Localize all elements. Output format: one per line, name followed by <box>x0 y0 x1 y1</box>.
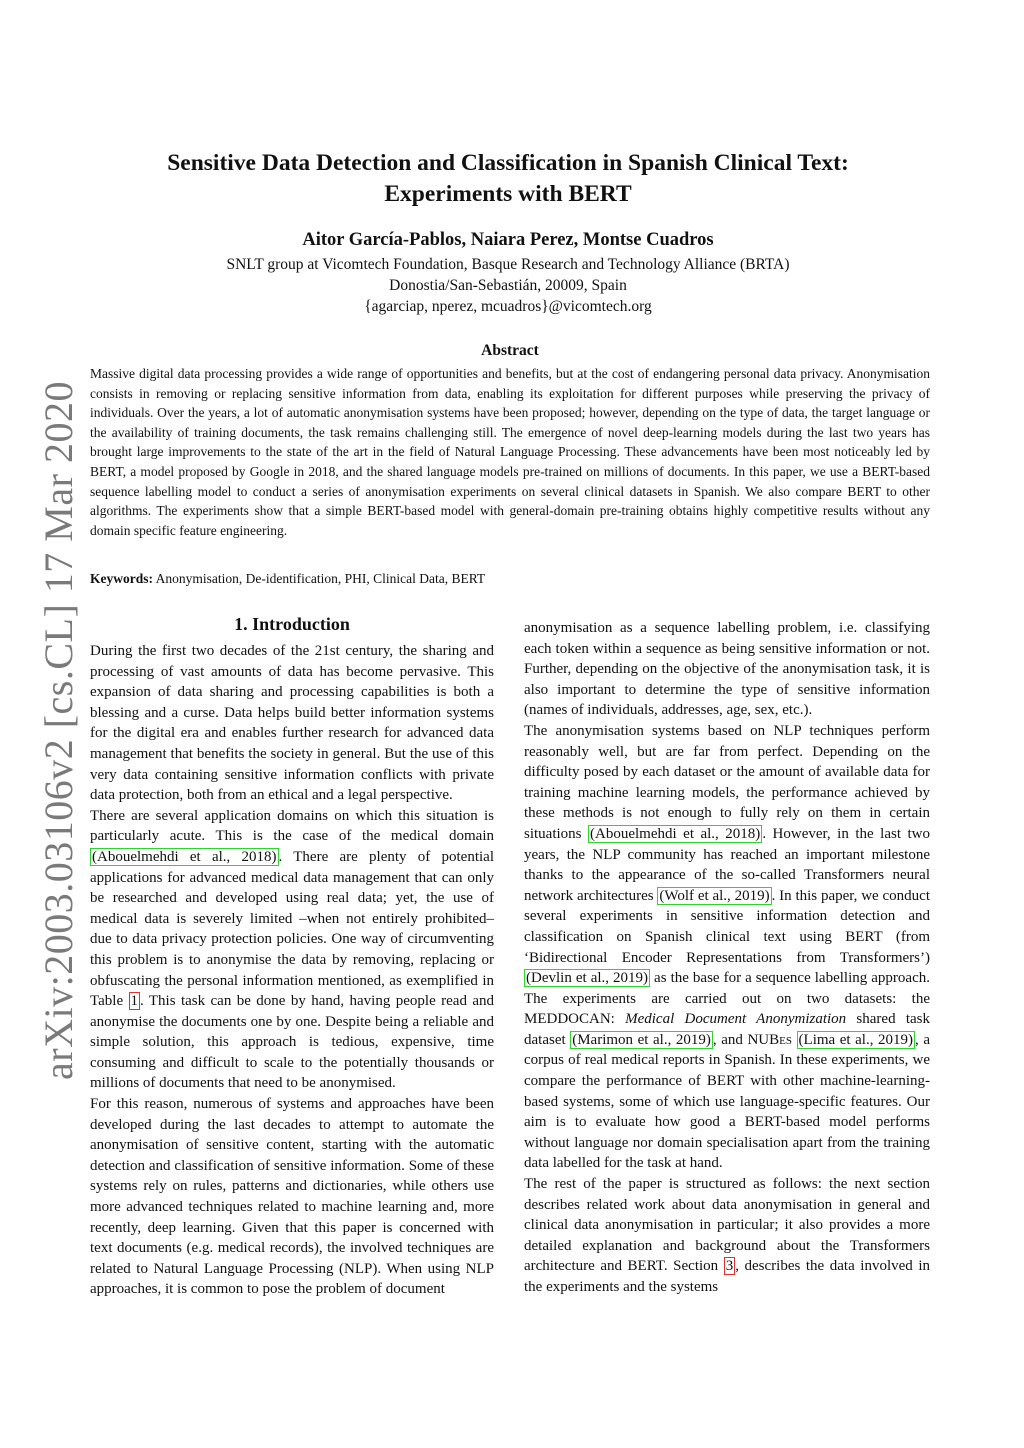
affiliation: SNLT group at Vicomtech Foundation, Basque Research and Technology Alliance (BRTA) <box>226 256 790 273</box>
abstract-heading: Abstract <box>481 342 539 359</box>
keywords-list: Anonymisation, De-identification, PHI, Clinical Data, BERT <box>155 571 486 586</box>
citation-link[interactable]: (Abouelmehdi et al., 2018) <box>92 848 277 865</box>
right-column <box>524 618 930 1298</box>
abstract-text: Massive digital data processing provides a wide range of opportunities and benefits, but at the cost of endangering personal data privacy. Anonymisation consists in removing or replacing sensitive information from data, enabling its exploitation for different purposes while preserving the privacy of individuals. Over the years, a lot of automatic anonymisation systems have been proposed; however, depending on the type of data, the target language or the availability of training documents, the task remains challenging still. The emergence of novel deep-learning models during the last two years has brought large improvements to the state of the art in the field of Natural Language Processing. These advancements have been most noticeably led by BERT, a model proposed by Google in 2018, and the shared language models pre-trained on millions of documents. In this paper, we use a BERT-based sequence labelling model to conduct a series of anonymisation experiments on several clinical datasets in Spanish. We also compare BERT to other algorithms. The experiments show that a simple BERT-based model with general-domain pre-training obtains highly competitive results without any domain specific feature engineering. <box>90 366 930 538</box>
arxiv-watermark <box>18 380 98 1080</box>
authors: Aitor García-Pablos, Naiara Perez, Montse Cuadros <box>302 230 714 250</box>
citation-link[interactable]: (Marimon et al., 2019) <box>572 1031 711 1048</box>
affiliation-block <box>100 254 916 317</box>
paragraph: The anonymisation systems based on NLP techniques perform reasonably well, but are far from perfect. Depending on the difficulty posed by each dataset or the amount of available data for training machine learning models, the performance achieved by these methods is not enough to fully rely on them in certain situations (Abouelmehdi et al., 2018) . However, in the last two years, the NLP community has reached an important milestone thanks to the appearance of the so-called Transformers neural network architectures (Wolf et al., 2019) . In this paper, we conduct several experiments in sensitive information detection and classification on Spanish clinical text using BERT (from ‘Bidirectional Encoder Representations from Transformers’) (Devlin et al., 2019) as the base for a sequence labelling approach. The experiments are carried out on two datasets: the MEDDOCAN: Medical Document Anonymization shared task dataset (Marimon et al., 2019) , and NUBes (Lima et al., 2019) , a corpus of real medical reports in Spanish. In these experiments, we compare the performance of BERT with other machine-learning-based systems, some of which use language-specific features. Our aim is to evaluate how good a BERT-based model performs without language nor domain specialisation apart from the training data labelled for the task at hand. <box>524 722 931 1172</box>
left-column <box>90 641 494 1300</box>
paragraph: For this reason, numerous of systems and approaches have been developed during the last decades to attempt to automate the anonymisation of sensitive content, starting with the automatic detection and classification of sensitive information. Some of these systems rely on rules, patterns and dictionaries, while others use more advanced techniques related to machine learning and, more recently, deep learning. Given that this paper is concerned with text documents (e.g. medical records), the involved techniques are related to Natural Language Processing (NLP). When using NLP approaches, it is common to pose the problem of document <box>90 1096 494 1298</box>
section-reference-link[interactable]: 3 <box>725 1258 734 1275</box>
location: Donostia/San-Sebastián, 20009, Spain <box>389 277 627 294</box>
corpus-name: NUBes <box>747 1031 792 1048</box>
paragraph: The rest of the paper is structured as follows: the next section describes related work about data anonymisation in general and clinical data anonymisation in particular; it also provides a more detailed explanation and background about the Transformers architecture and BERT. Section 3 , describes the data involved in the experiments and the systems <box>524 1176 930 1295</box>
keywords-label: Keywords: <box>90 571 153 586</box>
table-reference-link[interactable]: 1 <box>130 993 138 1010</box>
keywords-line <box>90 571 930 587</box>
paragraph: There are several application domains on which this situation is particularly acute. This is the case of the medical domain (Abouelmehdi et al., 2018) . There are plenty of potential applications for advanced medical data management that can only be researched and developed using real data; yet, the use of medical data is severely limited –when not entirely prohibited– due to data privacy protection policies. One way of circumventing this problem is to anonymise the data by removing, replacing or obfuscating the personal information mentioned, as exemplified in Table 1 . This task can be done by hand, having people read and anonymise the documents one by one. Despite being a reliable and simple solution, this approach is tedious, expensive, time consuming and difficult to scale to the potentially thousands or millions of documents that need to be anonymised. <box>90 807 494 1092</box>
citation-link[interactable]: (Devlin et al., 2019) <box>526 970 649 987</box>
section-heading-introduction: 1. Introduction <box>234 614 350 634</box>
title-line-2: Experiments with BERT <box>384 181 632 207</box>
paragraph: anonymisation as a sequence labelling problem, i.e. classifying each token within a sequence as being sensitive information or not. Further, depending on the objective of the anonymisation task, it is also important to determine the type of sensitive information (names of individuals, addresses, age, sex, etc.). <box>524 620 930 719</box>
emails: {agarciap, nperez, mcuadros}@vicomtech.org <box>364 298 652 315</box>
citation-link[interactable]: (Lima et al., 2019) <box>798 1031 914 1048</box>
citation-link[interactable]: (Wolf et al., 2019) <box>659 887 770 904</box>
emphasis-text: Medical Document Anonymization <box>625 1011 847 1028</box>
arxiv-stamp-text: arXiv:2003.03106v2 [cs.CL] 17 Mar 2020 <box>35 380 81 1080</box>
citation-link[interactable]: (Abouelmehdi et al., 2018) <box>590 825 761 842</box>
paper-title <box>100 148 916 210</box>
title-line-1: Sensitive Data Detection and Classification in Spanish Clinical Text: <box>167 150 849 176</box>
paragraph: During the first two decades of the 21st century, the sharing and processing of vast amounts of data has become pervasive. This expansion of data sharing and processing capabilities is both a blessing and a curse. Data helps build better information systems for the digital era and enables further research for advanced data management that benefits the society in general. But the use of this very data containing sensitive information conflicts with private data protection, both from an ethical and a legal perspective. <box>90 643 494 804</box>
